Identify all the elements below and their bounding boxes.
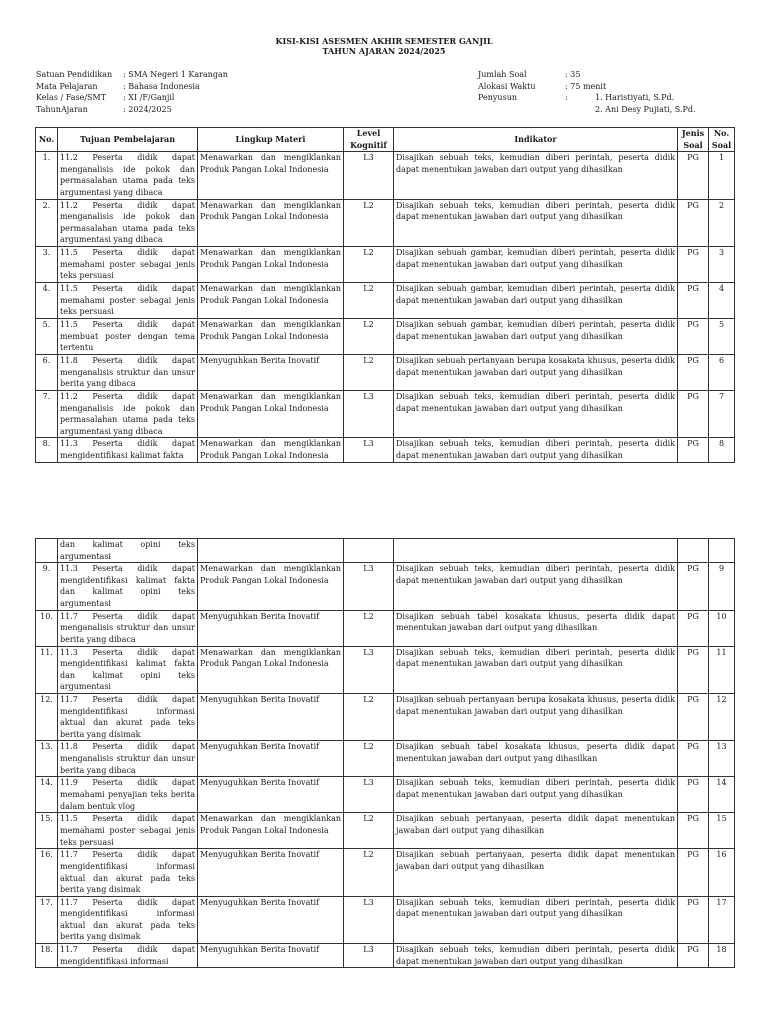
col-header-level: Level Kognitif xyxy=(344,128,394,152)
cell-no: 18. xyxy=(36,944,58,968)
cell-level: L2 xyxy=(344,199,394,246)
cell-jenis: PG xyxy=(678,777,709,813)
meta-label: TahunAjaran xyxy=(36,104,88,114)
cell-indikator: Disajikan sebuah gambar, kemudian diberi perintah, peserta didik dapat menentukan jawaban dari output yang dihasilkan xyxy=(394,318,678,354)
col-header-jenis: Jenis Soal xyxy=(678,128,709,152)
cell-nosoal: 5 xyxy=(709,318,735,354)
cell-nosoal: 7 xyxy=(709,390,735,437)
meta-colon: : xyxy=(565,93,568,103)
table-row xyxy=(36,246,735,282)
cell-no: 1. xyxy=(36,152,58,199)
cell-jenis: PG xyxy=(678,944,709,968)
table-row xyxy=(36,282,735,318)
cell-tujuan: 11.2 Peserta didik dapat menganalisis ide pokok dan permasalahan utama pada teks argumentasi yang dibaca xyxy=(58,199,198,246)
cell-indikator: Disajikan sebuah teks, kemudian diberi perintah, peserta didik dapat menentukan jawaban dari output yang dihasilkan xyxy=(394,390,678,437)
cell-jenis: PG xyxy=(678,741,709,777)
table-row xyxy=(36,563,735,610)
cell-nosoal: 14 xyxy=(709,777,735,813)
cell-lingkup: Menawarkan dan mengiklankan Produk Pangan Lokal Indonesia xyxy=(198,646,344,693)
cell-lingkup: Menyuguhkan Berita Inovatif xyxy=(198,741,344,777)
meta-value: : Bahasa Indonesia xyxy=(123,81,200,91)
cell-nosoal: 11 xyxy=(709,646,735,693)
cell-indikator: Disajikan sebuah teks, kemudian diberi perintah, peserta didik dapat menentukan jawaban dari output yang dihasilkan xyxy=(394,646,678,693)
table-row xyxy=(36,438,735,462)
meta-row xyxy=(36,81,336,93)
cell-lingkup: Menawarkan dan mengiklankan Produk Pangan Lokal Indonesia xyxy=(198,563,344,610)
cell-tujuan: 11.3 Peserta didik dapat mengidentifikasi kalimat fakta dan kalimat opini teks argumentasi xyxy=(58,563,198,610)
cell-jenis: PG xyxy=(678,646,709,693)
cell-indikator: Disajikan sebuah teks, kemudian diberi perintah, peserta didik dapat menentukan jawaban dari output yang dihasilkan xyxy=(394,563,678,610)
col-header-nosoal: No. Soal xyxy=(709,128,735,152)
cell-level: L3 xyxy=(344,777,394,813)
cell-lingkup: Menawarkan dan mengiklankan Produk Pangan Lokal Indonesia xyxy=(198,438,344,462)
penyusun-1: 1. Haristiyati, S.Pd. xyxy=(595,93,675,103)
table-body xyxy=(36,539,735,968)
cell-lingkup: Menawarkan dan mengiklankan Produk Pangan Lokal Indonesia xyxy=(198,282,344,318)
cell-nosoal: 9 xyxy=(709,563,735,610)
meta-value: : XI /F/Ganjil xyxy=(123,93,175,103)
cell-lingkup xyxy=(198,539,344,563)
cell-nosoal: 10 xyxy=(709,610,735,646)
cell-tujuan: 11.9 Peserta didik dapat memahami penyajian teks berita dalam bentuk vlog xyxy=(58,777,198,813)
cell-jenis: PG xyxy=(678,610,709,646)
meta-label: Kelas / Fase/SMT xyxy=(36,93,107,103)
kisi-kisi-table-continued xyxy=(35,538,735,968)
cell-no: 12. xyxy=(36,693,58,740)
cell-no: 16. xyxy=(36,849,58,896)
meta-value: : SMA Negeri 1 Karangan xyxy=(123,70,228,79)
cell-nosoal xyxy=(709,539,735,563)
meta-right xyxy=(478,69,738,115)
cell-level: L3 xyxy=(344,152,394,199)
table-row xyxy=(36,610,735,646)
cell-indikator: Disajikan sebuah teks, kemudian diberi perintah, peserta didik dapat menentukan jawaban dari output yang dihasilkan xyxy=(394,896,678,943)
cell-nosoal: 8 xyxy=(709,438,735,462)
table-row xyxy=(36,896,735,943)
table-row xyxy=(36,849,735,896)
cell-lingkup: Menyuguhkan Berita Inovatif xyxy=(198,896,344,943)
cell-indikator: Disajikan sebuah teks, kemudian diberi perintah, peserta didik dapat menentukan jawaban dari output yang dihasilkan xyxy=(394,944,678,968)
table-row xyxy=(36,944,735,968)
cell-indikator: Disajikan sebuah pertanyaan berupa kosakata khusus, peserta didik dapat menentukan jawaban dari output yang dihasilkan xyxy=(394,693,678,740)
table-body xyxy=(36,152,735,462)
table-row xyxy=(36,646,735,693)
cell-tujuan: 11.5 Peserta didik dapat memahami poster sebagai jenis teks persuasi xyxy=(58,282,198,318)
cell-nosoal: 3 xyxy=(709,246,735,282)
cell-tujuan: 11.2 Peserta didik dapat menganalisis ide pokok dan permasalahan utama pada teks argumentasi yang dibaca xyxy=(58,152,198,199)
cell-jenis: PG xyxy=(678,849,709,896)
cell-nosoal: 18 xyxy=(709,944,735,968)
cell-level: L2 xyxy=(344,282,394,318)
document-title: KISI-KISI ASESMEN AKHIR SEMESTER GANJIL xyxy=(275,36,493,46)
cell-nosoal: 16 xyxy=(709,849,735,896)
cell-lingkup: Menawarkan dan mengiklankan Produk Pangan Lokal Indonesia xyxy=(198,813,344,849)
table-row xyxy=(36,777,735,813)
meta-row xyxy=(478,92,738,104)
cell-level: L3 xyxy=(344,390,394,437)
cell-indikator: Disajikan sebuah teks, kemudian diberi perintah, peserta didik dapat menentukan jawaban dari output yang dihasilkan xyxy=(394,438,678,462)
cell-nosoal: 6 xyxy=(709,354,735,390)
cell-lingkup: Menawarkan dan mengiklankan Produk Pangan Lokal Indonesia xyxy=(198,199,344,246)
cell-level: L2 xyxy=(344,693,394,740)
cell-jenis: PG xyxy=(678,318,709,354)
meta-label: Satuan Pendidikan xyxy=(36,70,113,79)
meta-row xyxy=(478,104,738,116)
cell-indikator: Disajikan sebuah teks, kemudian diberi perintah, peserta didik dapat menentukan jawaban dari output yang dihasilkan xyxy=(394,152,678,199)
cell-lingkup: Menyuguhkan Berita Inovatif xyxy=(198,354,344,390)
cell-no: 2. xyxy=(36,199,58,246)
cell-nosoal: 2 xyxy=(709,199,735,246)
meta-label: Alokasi Waktu xyxy=(478,81,536,91)
kisi-kisi-table xyxy=(35,127,735,463)
meta-value: : 35 xyxy=(565,70,581,79)
cell-lingkup: Menyuguhkan Berita Inovatif xyxy=(198,849,344,896)
cell-tujuan: 11.8 Peserta didik dapat menganalisis struktur dan unsur berita yang dibaca xyxy=(58,741,198,777)
table-row xyxy=(36,318,735,354)
meta-row xyxy=(478,81,738,93)
meta-label: Penyusun xyxy=(478,93,517,103)
cell-indikator: Disajikan sebuah tabel kosakata khusus, peserta didik dapat menentukan jawaban dari output yang dihasilkan xyxy=(394,610,678,646)
meta-value: : 75 menit xyxy=(565,81,607,91)
cell-indikator: Disajikan sebuah pertanyaan, peserta didik dapat menentukan jawaban dari output yang dihasilkan xyxy=(394,813,678,849)
cell-no: 11. xyxy=(36,646,58,693)
cell-tujuan: 11.2 Peserta didik dapat menganalisis ide pokok dan permasalahan utama pada teks argumentasi yang dibaca xyxy=(58,390,198,437)
table-row xyxy=(36,199,735,246)
cell-tujuan: 11.7 Peserta didik dapat menganalisis struktur dan unsur berita yang dibaca xyxy=(58,610,198,646)
cell-level: L2 xyxy=(344,318,394,354)
cell-no: 14. xyxy=(36,777,58,813)
cell-lingkup: Menawarkan dan mengiklankan Produk Pangan Lokal Indonesia xyxy=(198,246,344,282)
table-row xyxy=(36,354,735,390)
cell-no: 8. xyxy=(36,438,58,462)
cell-level: L3 xyxy=(344,646,394,693)
cell-jenis: PG xyxy=(678,390,709,437)
cell-level: L2 xyxy=(344,246,394,282)
cell-nosoal: 17 xyxy=(709,896,735,943)
cell-no: 15. xyxy=(36,813,58,849)
cell-indikator: Disajikan sebuah tabel kosakata khusus, peserta didik dapat menentukan jawaban dari output yang dihasilkan xyxy=(394,741,678,777)
cell-no: 3. xyxy=(36,246,58,282)
cell-tujuan: 11.3 Peserta didik dapat mengidentifikasi kalimat fakta xyxy=(58,438,198,462)
cell-indikator: Disajikan sebuah teks, kemudian diberi perintah, peserta didik dapat menentukan jawaban dari output yang dihasilkan xyxy=(394,777,678,813)
table-row xyxy=(36,693,735,740)
cell-level: L3 xyxy=(344,944,394,968)
cell-lingkup: Menawarkan dan mengiklankan Produk Pangan Lokal Indonesia xyxy=(198,390,344,437)
cell-jenis: PG xyxy=(678,896,709,943)
col-header-lingkup: Lingkup Materi xyxy=(198,128,344,152)
cell-no: 17. xyxy=(36,896,58,943)
cell-indikator xyxy=(394,539,678,563)
cell-jenis: PG xyxy=(678,693,709,740)
meta-left xyxy=(36,69,336,115)
cell-nosoal: 4 xyxy=(709,282,735,318)
cell-level: L2 xyxy=(344,813,394,849)
cell-level: L3 xyxy=(344,438,394,462)
cell-level: L2 xyxy=(344,741,394,777)
cell-no: 9. xyxy=(36,563,58,610)
cell-tujuan: 11.5 Peserta didik dapat memahami poster sebagai jenis teks persuasi xyxy=(58,246,198,282)
cell-lingkup: Menawarkan dan mengiklankan Produk Pangan Lokal Indonesia xyxy=(198,318,344,354)
col-header-no: No. xyxy=(36,128,58,152)
table-row xyxy=(36,152,735,199)
cell-nosoal: 12 xyxy=(709,693,735,740)
cell-tujuan: 11.7 Peserta didik dapat mengidentifikasi informasi xyxy=(58,944,198,968)
cell-indikator: Disajikan sebuah teks, kemudian diberi perintah, peserta didik dapat menentukan jawaban dari output yang dihasilkan xyxy=(394,199,678,246)
cell-lingkup: Menyuguhkan Berita Inovatif xyxy=(198,610,344,646)
meta-row xyxy=(478,69,738,81)
cell-tujuan: 11.7 Peserta didik dapat mengidentifikasi informasi aktual dan akurat pada teks berita yang disimak xyxy=(58,849,198,896)
cell-lingkup: Menyuguhkan Berita Inovatif xyxy=(198,693,344,740)
cell-jenis: PG xyxy=(678,563,709,610)
cell-tujuan: 11.5 Peserta didik dapat memahami poster sebagai jenis teks persuasi xyxy=(58,813,198,849)
cell-no xyxy=(36,539,58,563)
cell-indikator: Disajikan sebuah gambar, kemudian diberi perintah, peserta didik dapat menentukan jawaban dari output yang dihasilkan xyxy=(394,246,678,282)
cell-level: L3 xyxy=(344,896,394,943)
cell-no: 5. xyxy=(36,318,58,354)
table-row xyxy=(36,390,735,437)
meta-label: Jumlah Soal xyxy=(478,70,527,79)
table-header-row xyxy=(36,128,735,152)
table-row-continuation xyxy=(36,539,735,563)
cell-indikator: Disajikan sebuah pertanyaan, peserta didik dapat menentukan jawaban dari output yang dihasilkan xyxy=(394,849,678,896)
cell-lingkup: Menawarkan dan mengiklankan Produk Pangan Lokal Indonesia xyxy=(198,152,344,199)
cell-level: L3 xyxy=(344,563,394,610)
cell-lingkup: Menyuguhkan Berita Inovatif xyxy=(198,944,344,968)
cell-no: 13. xyxy=(36,741,58,777)
meta-row xyxy=(36,69,336,81)
penyusun-2: 2. Ani Desy Pujiati, S.Pd. xyxy=(595,104,696,114)
cell-no: 4. xyxy=(36,282,58,318)
cell-jenis xyxy=(678,539,709,563)
cell-lingkup: Menyuguhkan Berita Inovatif xyxy=(198,777,344,813)
cell-jenis: PG xyxy=(678,813,709,849)
cell-indikator: Disajikan sebuah pertanyaan berupa kosakata khusus, peserta didik dapat menentukan jawaban dari output yang dihasilkan xyxy=(394,354,678,390)
meta-row xyxy=(36,92,336,104)
cell-nosoal: 1 xyxy=(709,152,735,199)
cell-no: 6. xyxy=(36,354,58,390)
cell-indikator: Disajikan sebuah gambar, kemudian diberi perintah, peserta didik dapat menentukan jawaban dari output yang dihasilkan xyxy=(394,282,678,318)
cell-nosoal: 13 xyxy=(709,741,735,777)
table-row xyxy=(36,741,735,777)
cell-jenis: PG xyxy=(678,438,709,462)
document-subtitle: TAHUN AJARAN 2024/2025 xyxy=(322,46,446,56)
cell-no: 7. xyxy=(36,390,58,437)
cell-tujuan: 11.3 Peserta didik dapat mengidentifikasi kalimat fakta dan kalimat opini teks argumentasi xyxy=(58,646,198,693)
meta-label: Mata Pelajaran xyxy=(36,81,98,91)
meta-row xyxy=(36,104,336,116)
cell-level xyxy=(344,539,394,563)
cell-tujuan: 11.8 Peserta didik dapat menganalisis struktur dan unsur berita yang dibaca xyxy=(58,354,198,390)
cell-level: L2 xyxy=(344,354,394,390)
cell-jenis: PG xyxy=(678,246,709,282)
col-header-tujuan: Tujuan Pembelajaran xyxy=(58,128,198,152)
cell-nosoal: 15 xyxy=(709,813,735,849)
cell-no: 10. xyxy=(36,610,58,646)
cell-tujuan: 11.7 Peserta didik dapat mengidentifikasi informasi aktual dan akurat pada teks berita yang disimak xyxy=(58,693,198,740)
cell-jenis: PG xyxy=(678,152,709,199)
cell-tujuan: 11.7 Peserta didik dapat mengidentifikasi informasi aktual dan akurat pada teks berita yang disimak xyxy=(58,896,198,943)
table-row xyxy=(36,813,735,849)
col-header-indikator: Indikator xyxy=(394,128,678,152)
meta-value: : 2024/2025 xyxy=(123,104,172,114)
cell-jenis: PG xyxy=(678,354,709,390)
cell-jenis: PG xyxy=(678,199,709,246)
cell-level: L2 xyxy=(344,610,394,646)
cell-tujuan: dan kalimat opini teks argumentasi xyxy=(58,539,198,563)
cell-tujuan: 11.5 Peserta didik dapat membuat poster dengan tema tertentu xyxy=(58,318,198,354)
cell-jenis: PG xyxy=(678,282,709,318)
cell-level: L2 xyxy=(344,849,394,896)
